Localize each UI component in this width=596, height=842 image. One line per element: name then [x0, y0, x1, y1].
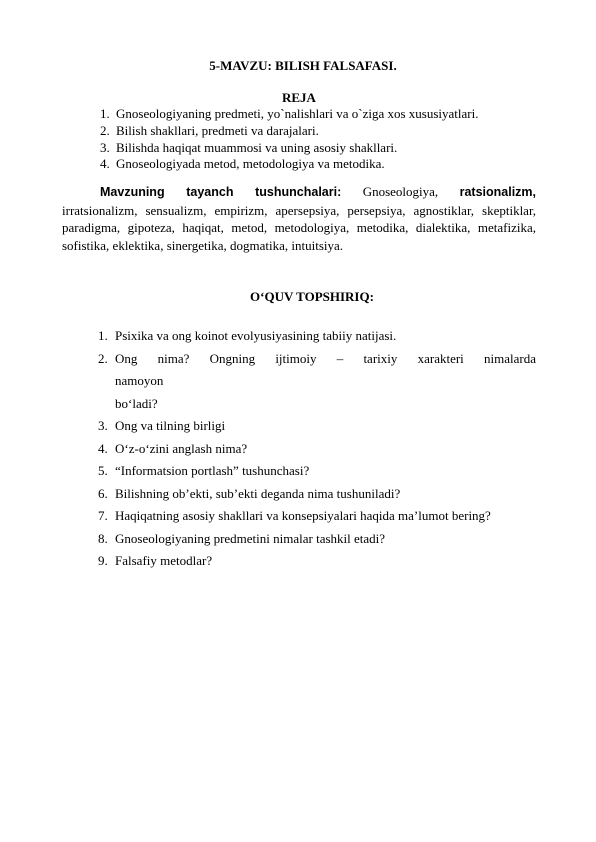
task-item [98, 415, 536, 438]
task-item-text: Falsafiy metodlar? [115, 553, 213, 568]
plan-item [100, 123, 478, 140]
task-item [98, 325, 536, 348]
task-item-continuation: bo‘ladi? [115, 395, 158, 411]
task-item [98, 460, 536, 483]
task-item [98, 505, 536, 528]
page-title: 5-MAVZU: BILISH FALSAFASI. [209, 58, 397, 73]
task-item-number: 5. [98, 463, 108, 478]
task-item-number: 8. [98, 530, 108, 546]
task-item-number: 2. [98, 350, 108, 366]
plan-item [100, 156, 478, 173]
key-concepts-bold-term: ratsionalizm, [459, 185, 537, 199]
task-item-text: Gnoseologiyaning predmetini nimalar tashkil etadi? [115, 530, 386, 546]
task-list [98, 325, 536, 573]
plan-item [100, 140, 478, 157]
key-concepts-paragraph [62, 183, 536, 254]
plan-item-text: Gnoseologiyada metod, metodologiya va metodika. [116, 156, 385, 172]
task-item-text: Ong nima? Ongning ijtimoiy – tarixiy xarakteri nimalarda namoyon [115, 350, 536, 388]
plan-item-text: Bilishda haqiqat muammosi va uning asosiy shakllari. [116, 139, 398, 155]
task-item-text: Ong va tilning birligi [115, 418, 226, 433]
task-item-number: 3. [98, 418, 108, 433]
task-item-text: O‘z-o‘zini anglash nima? [115, 440, 248, 456]
key-concepts-first-line [100, 184, 536, 199]
key-concepts-label: Mavzuning tayanch tushunchalari: [100, 185, 342, 199]
plan-item [100, 106, 478, 123]
task-item-text: Psixika va ong koinot evolyusiyasining tabiiy natijasi. [115, 328, 397, 343]
key-concepts-line: skeptiklar, paradigma, gipoteza, haqiqat, metod, metodologiya, metodika, dialektika, [62, 202, 537, 235]
task-item-number: 6. [98, 485, 108, 501]
task-item [98, 528, 536, 551]
task-item-text: “Informatsion portlash” tushunchasi? [115, 463, 310, 478]
task-item-number: 7. [98, 508, 108, 523]
plan-item-number: 3. [100, 139, 110, 155]
task-item-number: 9. [98, 553, 108, 568]
task-item-text-block [115, 348, 536, 416]
plan-item-number: 1. [100, 106, 110, 121]
plan-item-text: Gnoseologiyaning predmeti, yo`nalishlari va o`ziga xos xususiyatlari. [116, 106, 479, 121]
task-item-number: 1. [98, 328, 108, 343]
task-item-text: Haqiqatning asosiy shakllari va konsepsiyalari haqida ma’lumot bering? [115, 508, 491, 523]
key-concepts-line: metafizika, sofistika, eklektika, sinergetika, dogmatika, intuitsiya. [62, 220, 536, 253]
task-item [98, 438, 536, 461]
task-item-number: 4. [98, 440, 108, 456]
plan-item-number: 4. [100, 156, 110, 172]
plan-item-text: Bilish shakllari, predmeti va darajalari. [116, 122, 319, 138]
key-concepts-lead-term: Gnoseologiya, [362, 184, 439, 199]
tasks-heading: O‘QUV TOPSHIRIQ: [250, 289, 374, 304]
task-item [98, 348, 536, 416]
plan-list [100, 106, 478, 173]
task-item [98, 550, 536, 573]
plan-heading: REJA [282, 90, 316, 105]
key-concepts-line: irratsionalizm, sensualizm, empirizm, apersepsiya, persepsiya, agnostiklar, [62, 202, 475, 218]
task-item-text: Bilishning ob’ekti, sub’ekti deganda nima tushuniladi? [115, 485, 401, 501]
plan-item-number: 2. [100, 122, 110, 138]
task-item [98, 483, 536, 506]
